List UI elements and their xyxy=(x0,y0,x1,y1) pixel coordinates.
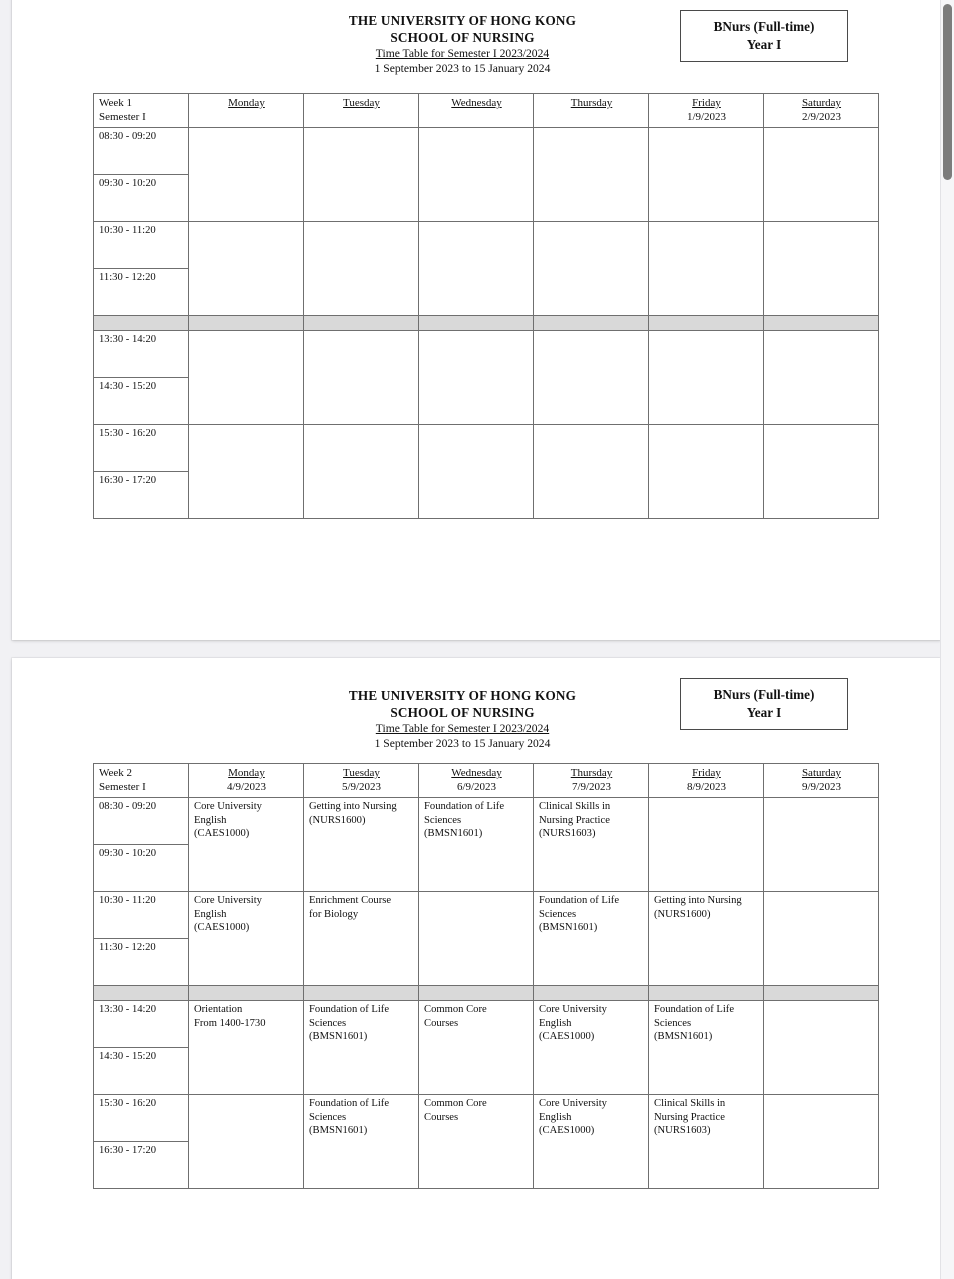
time-slot-label: 08:30 - 09:20 xyxy=(94,128,189,175)
class-cell: Orientation From 1400-1730 xyxy=(189,1001,304,1095)
table-row xyxy=(94,1095,879,1142)
programme-name: BNurs (Full-time) xyxy=(713,687,815,702)
time-slot-label: 14:30 - 15:20 xyxy=(94,1048,189,1095)
class-cell: Common Core Courses xyxy=(419,1095,534,1189)
lunch-break-cell xyxy=(764,986,879,1001)
lunch-break-cell xyxy=(94,986,189,1001)
time-slot-label: 13:30 - 14:20 xyxy=(94,331,189,378)
day-header-thursday xyxy=(534,94,649,128)
class-cell xyxy=(534,128,649,222)
timetable-header-row xyxy=(94,94,879,128)
class-cell: Core University English (CAES1000) xyxy=(534,1001,649,1095)
time-slot-label: 16:30 - 17:20 xyxy=(94,472,189,519)
class-cell xyxy=(304,128,419,222)
lunch-break-cell xyxy=(419,316,534,331)
class-cell xyxy=(764,425,879,519)
time-slot-label: 15:30 - 16:20 xyxy=(94,425,189,472)
timetable-date-range: 1 September 2023 to 15 January 2024 xyxy=(374,62,551,75)
day-date: 9/9/2023 xyxy=(801,781,842,793)
day-date: 4/9/2023 xyxy=(226,781,267,793)
viewer-left-margin xyxy=(0,0,12,1279)
table-row xyxy=(94,331,879,378)
lunch-break-cell xyxy=(649,316,764,331)
class-cell xyxy=(419,128,534,222)
day-header-tuesday xyxy=(304,764,419,798)
class-cell xyxy=(189,128,304,222)
class-cell xyxy=(764,222,879,316)
timetable-date-range: 1 September 2023 to 15 January 2024 xyxy=(374,737,551,750)
class-cell: Getting into Nursing (NURS1600) xyxy=(649,892,764,986)
class-cell xyxy=(304,222,419,316)
lunch-break-cell xyxy=(189,986,304,1001)
timetable-head xyxy=(94,764,879,798)
timetable-document-week-1 xyxy=(12,0,941,640)
table-row xyxy=(94,425,879,472)
lunch-break-cell xyxy=(189,316,304,331)
class-cell xyxy=(419,425,534,519)
table-row xyxy=(94,128,879,175)
class-cell xyxy=(534,222,649,316)
timetable-week-1 xyxy=(93,93,879,519)
day-date: 2/9/2023 xyxy=(801,111,842,123)
class-cell: Foundation of Life Sciences (BMSN1601) xyxy=(304,1001,419,1095)
class-cell xyxy=(189,331,304,425)
class-cell: Clinical Skills in Nursing Practice (NURS1603) xyxy=(649,1095,764,1189)
timetable-body xyxy=(94,128,879,519)
class-cell xyxy=(649,222,764,316)
class-cell: Foundation of Life Sciences (BMSN1601) xyxy=(419,798,534,892)
timetable-document-week-2 xyxy=(12,658,941,1279)
day-name: Wednesday xyxy=(451,767,502,779)
programme-year: Year I xyxy=(746,36,782,52)
lunch-break-cell xyxy=(649,986,764,1001)
lunch-break-cell xyxy=(94,316,189,331)
timetable-week-2 xyxy=(93,763,879,1189)
day-name: Thursday xyxy=(570,767,613,779)
day-header-friday xyxy=(649,94,764,128)
table-row xyxy=(94,222,879,269)
timetable-head xyxy=(94,94,879,128)
time-slot-label: 08:30 - 09:20 xyxy=(94,798,189,845)
timetable-body xyxy=(94,798,879,1189)
programme-year: Year I xyxy=(746,704,782,720)
day-date: 7/9/2023 xyxy=(571,781,612,793)
scrollbar-thumb[interactable] xyxy=(943,4,952,180)
class-cell xyxy=(764,892,879,986)
time-slot-label: 10:30 - 11:20 xyxy=(94,222,189,269)
lunch-break-row xyxy=(94,986,879,1001)
semester-label: Semester I xyxy=(99,781,146,793)
school-name: SCHOOL OF NURSING xyxy=(390,705,535,720)
day-name: Thursday xyxy=(570,97,613,109)
timetable-subtitle: Time Table for Semester I 2023/2024 xyxy=(375,722,550,735)
lunch-break-cell xyxy=(534,986,649,1001)
class-cell xyxy=(534,425,649,519)
day-date: 5/9/2023 xyxy=(341,781,382,793)
table-row xyxy=(94,892,879,939)
class-cell xyxy=(419,331,534,425)
programme-name: BNurs (Full-time) xyxy=(713,19,815,34)
time-slot-label: 13:30 - 14:20 xyxy=(94,1001,189,1048)
timetable-subtitle: Time Table for Semester I 2023/2024 xyxy=(375,47,550,60)
day-name: Saturday xyxy=(801,97,842,109)
class-cell xyxy=(189,222,304,316)
day-header-monday xyxy=(189,764,304,798)
class-cell: Foundation of Life Sciences (BMSN1601) xyxy=(304,1095,419,1189)
day-name: Saturday xyxy=(801,767,842,779)
week-label: Week 2 xyxy=(99,767,133,779)
class-cell: Foundation of Life Sciences (BMSN1601) xyxy=(649,1001,764,1095)
class-cell xyxy=(649,128,764,222)
time-slot-label: 10:30 - 11:20 xyxy=(94,892,189,939)
day-name: Friday xyxy=(692,97,721,109)
class-cell xyxy=(764,128,879,222)
week-label: Week 1 xyxy=(99,97,133,109)
class-cell: Core University English (CAES1000) xyxy=(189,798,304,892)
class-cell xyxy=(764,798,879,892)
class-cell: Enrichment Course for Biology xyxy=(304,892,419,986)
day-name: Monday xyxy=(228,767,265,779)
day-header-monday xyxy=(189,94,304,128)
time-slot-label: 11:30 - 12:20 xyxy=(94,939,189,986)
table-row xyxy=(94,1001,879,1048)
week-label-cell xyxy=(94,764,189,798)
day-header-saturday xyxy=(764,764,879,798)
class-cell xyxy=(304,331,419,425)
school-name: SCHOOL OF NURSING xyxy=(390,30,535,45)
lunch-break-cell xyxy=(764,316,879,331)
class-cell xyxy=(764,1001,879,1095)
vertical-scrollbar[interactable] xyxy=(940,0,954,1279)
time-slot-label: 09:30 - 10:20 xyxy=(94,845,189,892)
day-header-wednesday xyxy=(419,94,534,128)
class-cell xyxy=(189,1095,304,1189)
semester-label: Semester I xyxy=(99,111,146,123)
day-name: Tuesday xyxy=(343,97,380,109)
day-date: 6/9/2023 xyxy=(456,781,497,793)
table-row xyxy=(94,798,879,845)
class-cell xyxy=(649,425,764,519)
document-page-1 xyxy=(12,0,941,640)
week-label-cell xyxy=(94,94,189,128)
university-name: THE UNIVERSITY OF HONG KONG xyxy=(348,688,577,703)
lunch-break-cell xyxy=(534,316,649,331)
time-slot-label: 14:30 - 15:20 xyxy=(94,378,189,425)
timetable-header-row xyxy=(94,764,879,798)
class-cell xyxy=(649,798,764,892)
class-cell xyxy=(534,331,649,425)
day-header-wednesday xyxy=(419,764,534,798)
class-cell: Foundation of Life Sciences (BMSN1601) xyxy=(534,892,649,986)
day-header-tuesday xyxy=(304,94,419,128)
day-name: Monday xyxy=(228,97,265,109)
class-cell: Core University English (CAES1000) xyxy=(189,892,304,986)
day-name: Wednesday xyxy=(451,97,502,109)
university-name: THE UNIVERSITY OF HONG KONG xyxy=(348,13,577,28)
class-cell xyxy=(189,425,304,519)
day-name: Friday xyxy=(692,767,721,779)
class-cell xyxy=(419,892,534,986)
time-slot-label: 16:30 - 17:20 xyxy=(94,1142,189,1189)
class-cell: Common Core Courses xyxy=(419,1001,534,1095)
class-cell xyxy=(764,331,879,425)
day-header-friday xyxy=(649,764,764,798)
day-header-saturday xyxy=(764,94,879,128)
class-cell xyxy=(419,222,534,316)
lunch-break-cell xyxy=(304,986,419,1001)
lunch-break-row xyxy=(94,316,879,331)
time-slot-label: 11:30 - 12:20 xyxy=(94,269,189,316)
day-date: 8/9/2023 xyxy=(686,781,727,793)
lunch-break-cell xyxy=(419,986,534,1001)
day-name: Tuesday xyxy=(343,767,380,779)
class-cell xyxy=(649,331,764,425)
programme-badge xyxy=(680,10,848,62)
class-cell: Getting into Nursing (NURS1600) xyxy=(304,798,419,892)
lunch-break-cell xyxy=(304,316,419,331)
class-cell: Core University English (CAES1000) xyxy=(534,1095,649,1189)
document-page-2 xyxy=(12,658,941,1279)
day-date: 1/9/2023 xyxy=(686,111,727,123)
class-cell: Clinical Skills in Nursing Practice (NURS1603) xyxy=(534,798,649,892)
time-slot-label: 09:30 - 10:20 xyxy=(94,175,189,222)
programme-badge xyxy=(680,678,848,730)
class-cell xyxy=(304,425,419,519)
class-cell xyxy=(764,1095,879,1189)
time-slot-label: 15:30 - 16:20 xyxy=(94,1095,189,1142)
day-header-thursday xyxy=(534,764,649,798)
